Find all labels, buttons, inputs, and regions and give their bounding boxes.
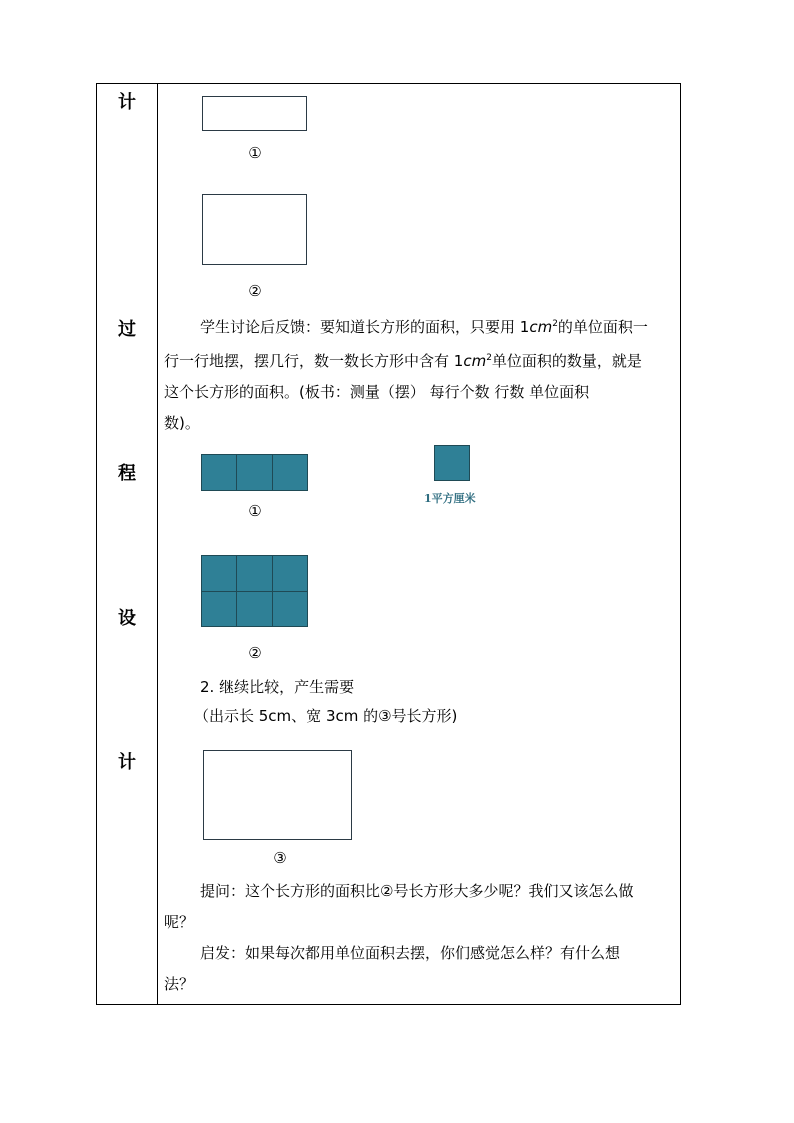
figure-label-1: ① bbox=[248, 144, 262, 162]
step-2-subtitle: （出示长 5cm、宽 3cm 的③号长方形) bbox=[194, 707, 458, 725]
figure-label-5: ③ bbox=[273, 849, 287, 867]
paragraph-line bbox=[164, 309, 672, 343]
unit-tile bbox=[273, 455, 307, 490]
text-segment: 单位面积的数量，就是 bbox=[491, 352, 642, 370]
unit-tile bbox=[202, 455, 236, 490]
figure-label-2: ② bbox=[248, 282, 262, 300]
unit-square bbox=[434, 445, 470, 481]
unit-tile bbox=[273, 592, 307, 627]
rectangle-figure-1 bbox=[202, 96, 307, 131]
paragraph-line bbox=[164, 343, 672, 377]
hint-paragraph bbox=[164, 938, 672, 1000]
unit-tile bbox=[237, 455, 271, 490]
figure-label-4: ② bbox=[248, 644, 262, 662]
column-divider bbox=[157, 84, 158, 1004]
unit-superscript: 2 bbox=[552, 319, 558, 329]
unit-tile bbox=[273, 556, 307, 591]
question-paragraph bbox=[164, 876, 672, 938]
unit-tile bbox=[202, 592, 236, 627]
paragraph-line bbox=[164, 938, 672, 969]
tiled-rectangle-1 bbox=[201, 454, 308, 491]
unit-tile bbox=[237, 556, 271, 591]
unit-superscript: 2 bbox=[486, 353, 492, 363]
side-label-char-1: 计 bbox=[118, 92, 136, 113]
text-segment: 学生讨论后反馈：要知道长方形的面积，只要用 1 bbox=[200, 318, 530, 336]
unit-text: cm bbox=[529, 318, 553, 336]
side-label-char-4: 设 bbox=[118, 608, 136, 629]
unit-square-label: 1平方厘米 bbox=[424, 492, 476, 505]
text-segment: 提问：这个长方形的面积比②号长方形大多少呢？我们又该怎么做 bbox=[200, 882, 634, 900]
side-label-char-5: 计 bbox=[118, 752, 136, 773]
tiled-rectangle-2 bbox=[201, 555, 308, 627]
text-segment: 启发：如果每次都用单位面积去摆，你们感觉怎么样？有什么想 bbox=[200, 944, 621, 962]
unit-tile bbox=[202, 556, 236, 591]
side-label-char-2: 过 bbox=[118, 319, 136, 340]
lesson-table bbox=[96, 83, 681, 1005]
paragraph-line bbox=[164, 876, 672, 907]
rectangle-figure-3 bbox=[203, 750, 352, 840]
text-segment: 的单位面积一 bbox=[557, 318, 648, 336]
paragraph-line: 呢？ bbox=[164, 913, 195, 931]
text-segment: 行一行地摆，摆几行，数一数长方形中含有 1 bbox=[164, 352, 464, 370]
side-label-char-3: 程 bbox=[118, 463, 136, 484]
paragraph-line: 这个长方形的面积。(板书：测量（摆） 每行个数 行数 单位面积 bbox=[164, 383, 590, 401]
paragraph-line: 法？ bbox=[164, 975, 195, 993]
discussion-paragraph bbox=[164, 309, 672, 439]
rectangle-figure-2 bbox=[202, 194, 307, 265]
unit-tile bbox=[237, 592, 271, 627]
figure-label-3: ① bbox=[248, 502, 262, 520]
step-2-heading: 2. 继续比较，产生需要 bbox=[200, 678, 355, 696]
paragraph-line: 数)。 bbox=[164, 414, 200, 432]
unit-text: cm bbox=[463, 352, 487, 370]
